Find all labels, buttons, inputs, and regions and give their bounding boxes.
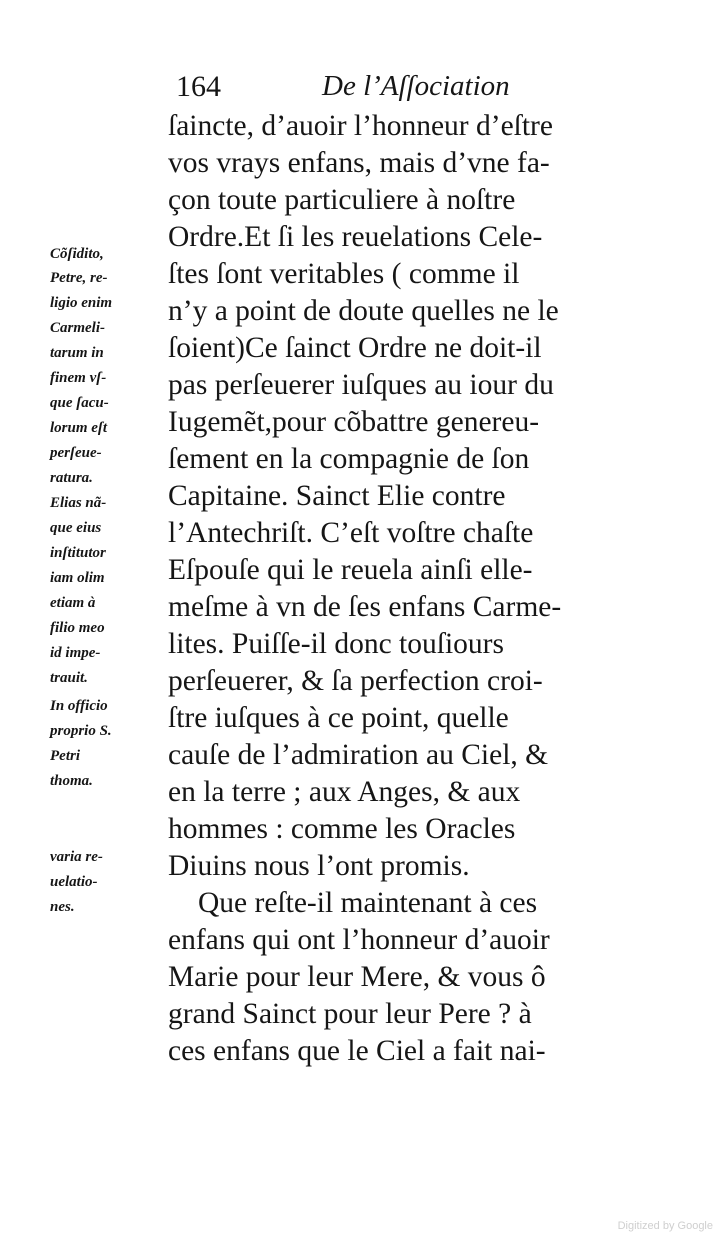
- text-line: vos vrays enfans, mais d’vne fa-: [168, 147, 550, 179]
- text-line: Ordre.Et ſi les reuelations Cele-: [168, 221, 543, 253]
- text-line: en la terre ; aux Anges, & aux: [168, 776, 521, 808]
- text-line: l’Antechriſt. C’eſt voſtre chaſte: [168, 517, 534, 549]
- margin-note-line: uelatio-: [50, 874, 98, 890]
- text-line: ces enfans que le Ciel a fait nai-: [168, 1035, 546, 1067]
- text-line: ſement en la compagnie de ſon: [168, 443, 530, 475]
- text-line: ſaincte, d’auoir l’honneur d’eſtre: [168, 110, 553, 142]
- margin-note-line: trauit.: [50, 670, 88, 686]
- margin-note-line: iam olim: [50, 570, 105, 586]
- text-line: perſeuerer, & ſa perfection croi-: [168, 665, 543, 697]
- margin-notes: [50, 0, 176, 1250]
- margin-note-line: filio meo: [50, 620, 105, 636]
- margin-note-line: Petri: [50, 748, 80, 764]
- text-line: Que reſte-il maintenant à ces: [198, 887, 538, 919]
- margin-note-line: que eius: [50, 520, 102, 536]
- text-line: grand Sainct pour leur Pere ? à: [168, 998, 532, 1030]
- margin-note-line: varia re-: [50, 849, 103, 865]
- margin-note-line: Carmeli-: [50, 320, 105, 336]
- text-line: Marie pour leur Mere, & vous ô: [168, 961, 546, 993]
- text-line: Iugemẽt,pour cõbattre genereu-: [168, 406, 540, 438]
- margin-note-line: proprio S.: [50, 723, 112, 739]
- text-line: pas perſeuerer iuſques au iour du: [168, 369, 554, 401]
- text-line: çon toute particuliere à noſtre: [168, 184, 516, 216]
- text-line: ſoient)Ce ſainct Ordre ne doit-il: [168, 332, 542, 364]
- text-line: Diuins nous l’ont promis.: [168, 850, 470, 882]
- text-line: Capitaine. Sainct Elie contre: [168, 480, 506, 512]
- page-header: [176, 70, 556, 110]
- margin-note-line: In officio: [50, 698, 108, 714]
- scanner-mark: Digitized by Google: [617, 1220, 713, 1232]
- text-line: enfans qui ont l’honneur d’auoir: [168, 924, 550, 956]
- text-line: cauſe de l’admiration au Ciel, &: [168, 739, 549, 771]
- margin-note-line: ratura.: [50, 470, 93, 486]
- margin-note-line: inſtitutor: [50, 545, 106, 561]
- margin-note-line: ligio enim: [50, 295, 113, 311]
- text-line: hommes : comme les Oracles: [168, 813, 516, 845]
- margin-note-line: tarum in: [50, 345, 104, 361]
- text-line: lites. Puiſſe-il donc touſiours: [168, 628, 504, 660]
- margin-note-line: nes.: [50, 899, 75, 915]
- margin-note-line: Petre, re-: [50, 270, 108, 286]
- margin-note-line: Cõſidito,: [50, 246, 104, 262]
- margin-note-line: thoma.: [50, 773, 93, 789]
- margin-note-line: que ſacu-: [50, 395, 109, 411]
- text-line: n’y a point de doute quelles ne le: [168, 295, 559, 327]
- margin-note-line: lorum eſt: [50, 420, 108, 436]
- text-line: Eſpouſe qui le reuela ainſi elle-: [168, 554, 533, 586]
- running-title: De l’Aſſociation: [322, 70, 510, 102]
- text-line: ſtes ſont veritables ( comme il: [168, 258, 520, 290]
- margin-note-line: finem vſ-: [50, 370, 107, 386]
- margin-note-line: Elias nã-: [50, 495, 107, 511]
- margin-note-line: etiam à: [50, 595, 96, 611]
- margin-note-line: id impe-: [50, 645, 101, 661]
- text-line: ſtre iuſques à ce point, quelle: [168, 702, 509, 734]
- margin-note-line: perſeue-: [50, 445, 102, 461]
- text-line: meſme à vn de ſes enfans Carme-: [168, 591, 562, 623]
- page-number: 164: [176, 70, 221, 103]
